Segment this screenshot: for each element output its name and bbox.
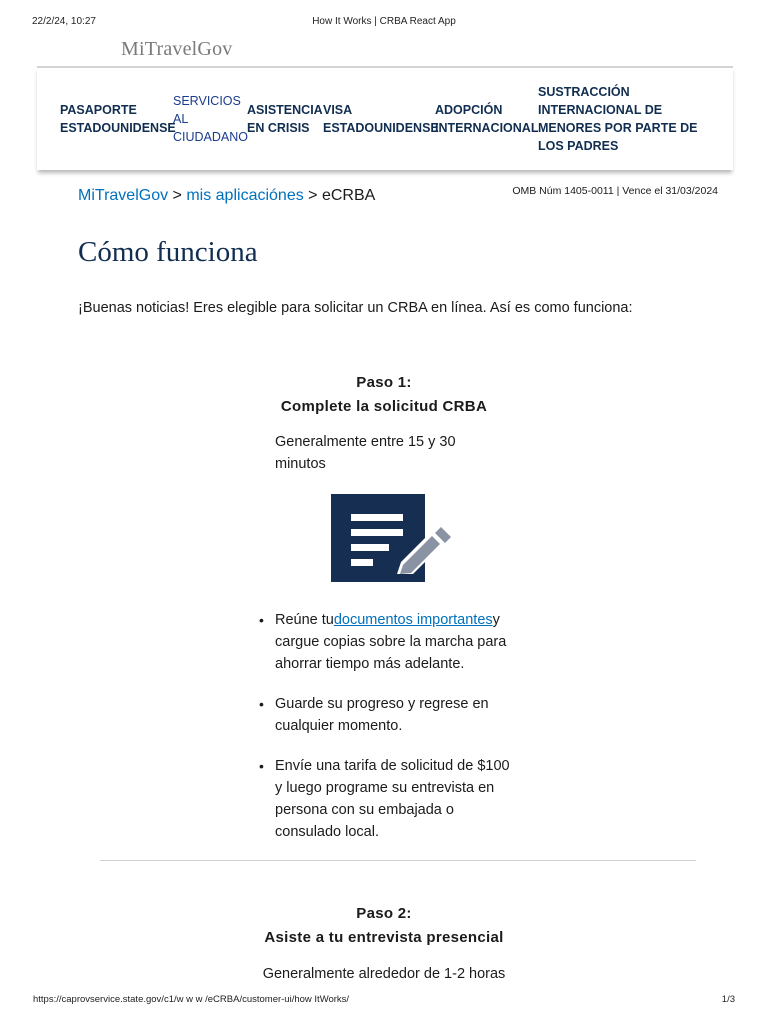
breadcrumb-apps-link[interactable]: mis aplicaciónes: [186, 187, 304, 204]
step-2-label: Paso 2:: [356, 905, 412, 922]
nav-label-line: LOS PADRES: [538, 139, 619, 153]
print-footer: [0, 994, 768, 1008]
nav-label-line: INTERNACIONAL DE: [538, 103, 663, 117]
step-1-duration: Generalmente entre 15 y 30 minutos: [275, 434, 456, 472]
print-page-number: 1/3: [721, 994, 735, 1005]
list-item: • Envíe una tarifa de solicitud de $100 y luego programe su entrevista en persona con su embajada o consulado local.: [275, 755, 515, 843]
list-item: • Guarde su progreso y regrese en cualquier momento.: [275, 693, 515, 737]
main-nav: [37, 66, 733, 170]
intro-text: ¡Buenas noticias! Eres elegible para solicitar un CRBA en línea. Así es como funciona:: [78, 300, 633, 316]
nav-item-adopcion[interactable]: [435, 101, 538, 137]
nav-label-line: SUSTRACCIÓN: [538, 85, 630, 99]
nav-label-line: ASISTENCIA: [247, 103, 323, 117]
nav-label-line: EN CRISIS: [247, 121, 310, 135]
important-documents-link[interactable]: documentos importantes: [333, 612, 493, 628]
step-2-duration: Generalmente alrededor de 1-2 horas: [262, 966, 506, 982]
nav-item-asistencia[interactable]: [247, 101, 323, 137]
nav-label-line: CIUDADANO: [173, 130, 249, 144]
nav-label-line: SERVICIOS: [173, 94, 241, 108]
print-date: 22/2/24, 10:27: [32, 16, 96, 27]
breadcrumb-separator: >: [303, 187, 322, 204]
nav-label-line: AL: [173, 112, 189, 126]
nav-label-line: ADOPCIÓN: [435, 103, 503, 117]
section-divider: [100, 860, 696, 861]
page-title: Cómo funciona: [78, 236, 258, 268]
nav-item-servicios[interactable]: [173, 92, 248, 146]
nav-label-line: ESTADOUNIDENSE: [60, 121, 176, 135]
step-1-bullets: [275, 609, 515, 861]
print-url: https://caprovservice.state.gov/c1/w w w /eCRBA/customer-ui/how ItWorks/: [33, 994, 350, 1005]
nav-label-line: PASAPORTE: [60, 103, 137, 117]
breadcrumb: [78, 187, 375, 205]
breadcrumb-separator: >: [168, 187, 187, 204]
breadcrumb-home-link[interactable]: MiTravelGov: [78, 187, 169, 204]
nav-label-line: MENORES POR PARTE DE: [538, 121, 698, 135]
document-edit-icon: [331, 494, 455, 582]
nav-label-line: VISA: [323, 103, 353, 117]
nav-label-line: INTERNACIONAL: [435, 121, 539, 135]
omb-notice: OMB Núm 1405-0011 | Vence el 31/03/2024: [512, 185, 718, 197]
bullet-text: Reúne tu: [275, 612, 334, 628]
site-logo[interactable]: MiTravelGov: [121, 38, 233, 60]
step-2-title: Asiste a tu entrevista presencial: [264, 929, 504, 946]
step-1-title: Complete la solicitud CRBA: [280, 398, 488, 415]
print-title: How It Works | CRBA React App: [312, 16, 456, 27]
step-2: [0, 902, 768, 985]
bullet-text: y cargue copias sobre la marcha para ahorrar tiempo más adelante.: [275, 612, 507, 672]
nav-item-visa[interactable]: [323, 101, 439, 137]
list-item: [275, 609, 515, 675]
nav-item-pasaporte[interactable]: [60, 101, 176, 137]
nav-label-line: ESTADOUNIDENSE: [323, 121, 439, 135]
step-1-label: Paso 1:: [356, 374, 412, 391]
breadcrumb-current: eCRBA: [321, 187, 376, 204]
step-1: [0, 371, 768, 472]
print-header: [0, 16, 768, 30]
nav-item-sustraccion[interactable]: [538, 83, 698, 155]
